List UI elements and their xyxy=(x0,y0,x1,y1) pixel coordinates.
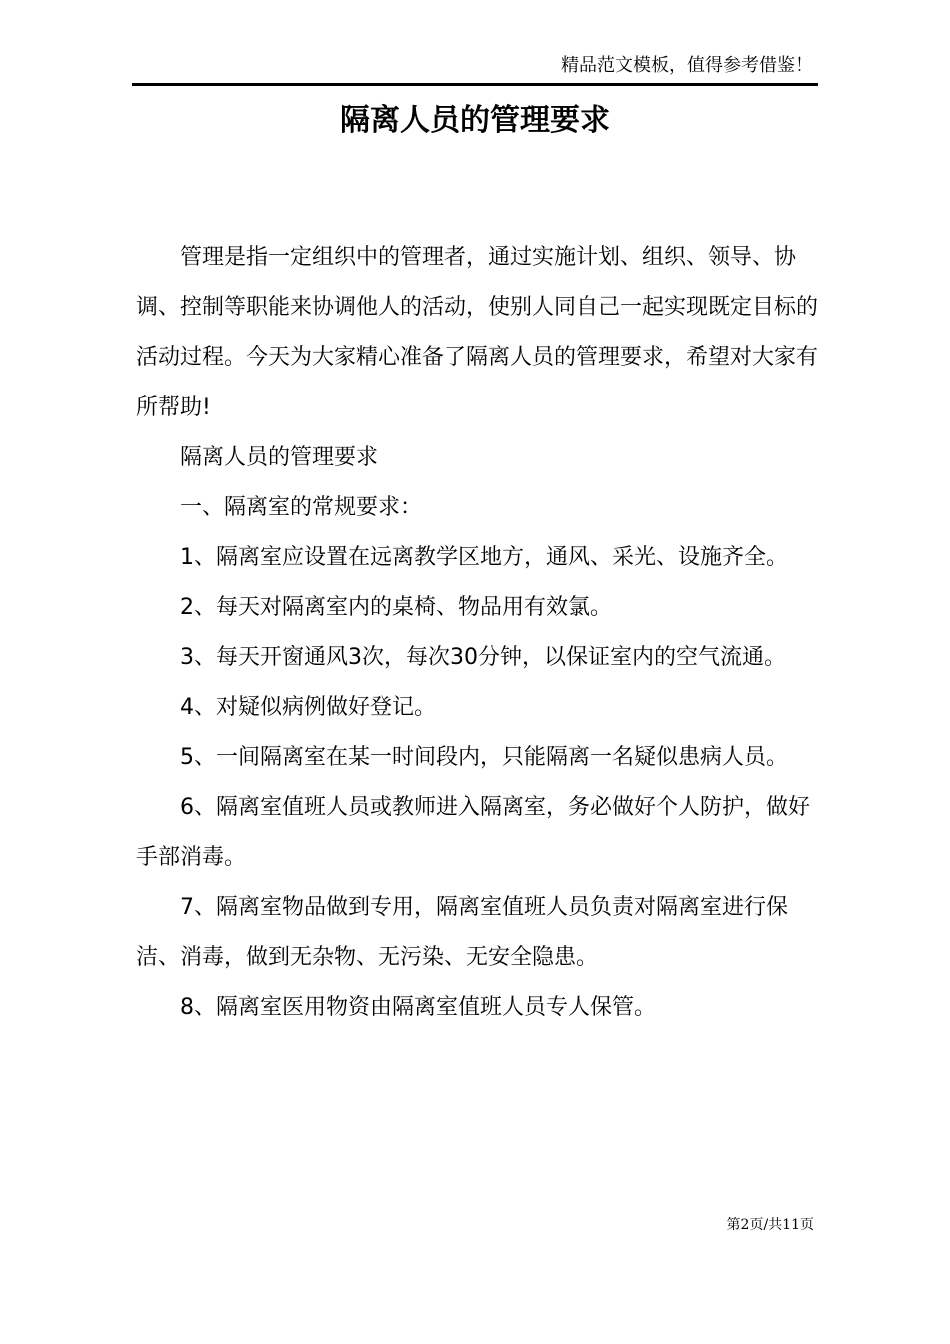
section-subtitle: 隔离人员的管理要求 xyxy=(180,445,379,470)
section-heading: 一、隔离室的常规要求： xyxy=(180,495,423,520)
list-item: 2、每天对隔离室内的桌椅、物品用有效氯。 xyxy=(180,595,612,620)
list-item: 1、隔离室应设置在远离教学区地方，通风、采光、设施齐全。 xyxy=(180,545,788,570)
header-divider xyxy=(132,83,818,86)
list-item: 3、每天开窗通风3次，每次30分钟，以保证室内的空气流通。 xyxy=(180,645,786,670)
list-item: 4、对疑似病例做好登记。 xyxy=(180,695,436,720)
list-item: 7、隔离室物品做到专用，隔离室值班人员负责对隔离室进行保洁、消毒，做到无杂物、无污染、无安全隐患。 xyxy=(136,895,788,970)
document-body xyxy=(136,233,822,1033)
list-item: 6、隔离室值班人员或教师进入隔离室，务必做好个人防护，做好手部消毒。 xyxy=(136,795,810,870)
list-item: 8、隔离室医用物资由隔离室值班人员专人保管。 xyxy=(180,995,656,1020)
document-title: 隔离人员的管理要求 xyxy=(340,103,610,138)
header-tagline: 精品范文模板，值得参考借鉴！ xyxy=(561,55,813,76)
list-item: 5、一间隔离室在某一时间段内，只能隔离一名疑似患病人员。 xyxy=(180,745,788,770)
page-indicator: 第2页/共11页 xyxy=(726,1217,814,1233)
intro-paragraph: 管理是指一定组织中的管理者，通过实施计划、组织、领导、协调、控制等职能来协调他人的活动，使别人同自己一起实现既定目标的活动过程。今天为大家精心准备了隔离人员的管理要求，希望对大家有所帮助! xyxy=(136,245,819,420)
